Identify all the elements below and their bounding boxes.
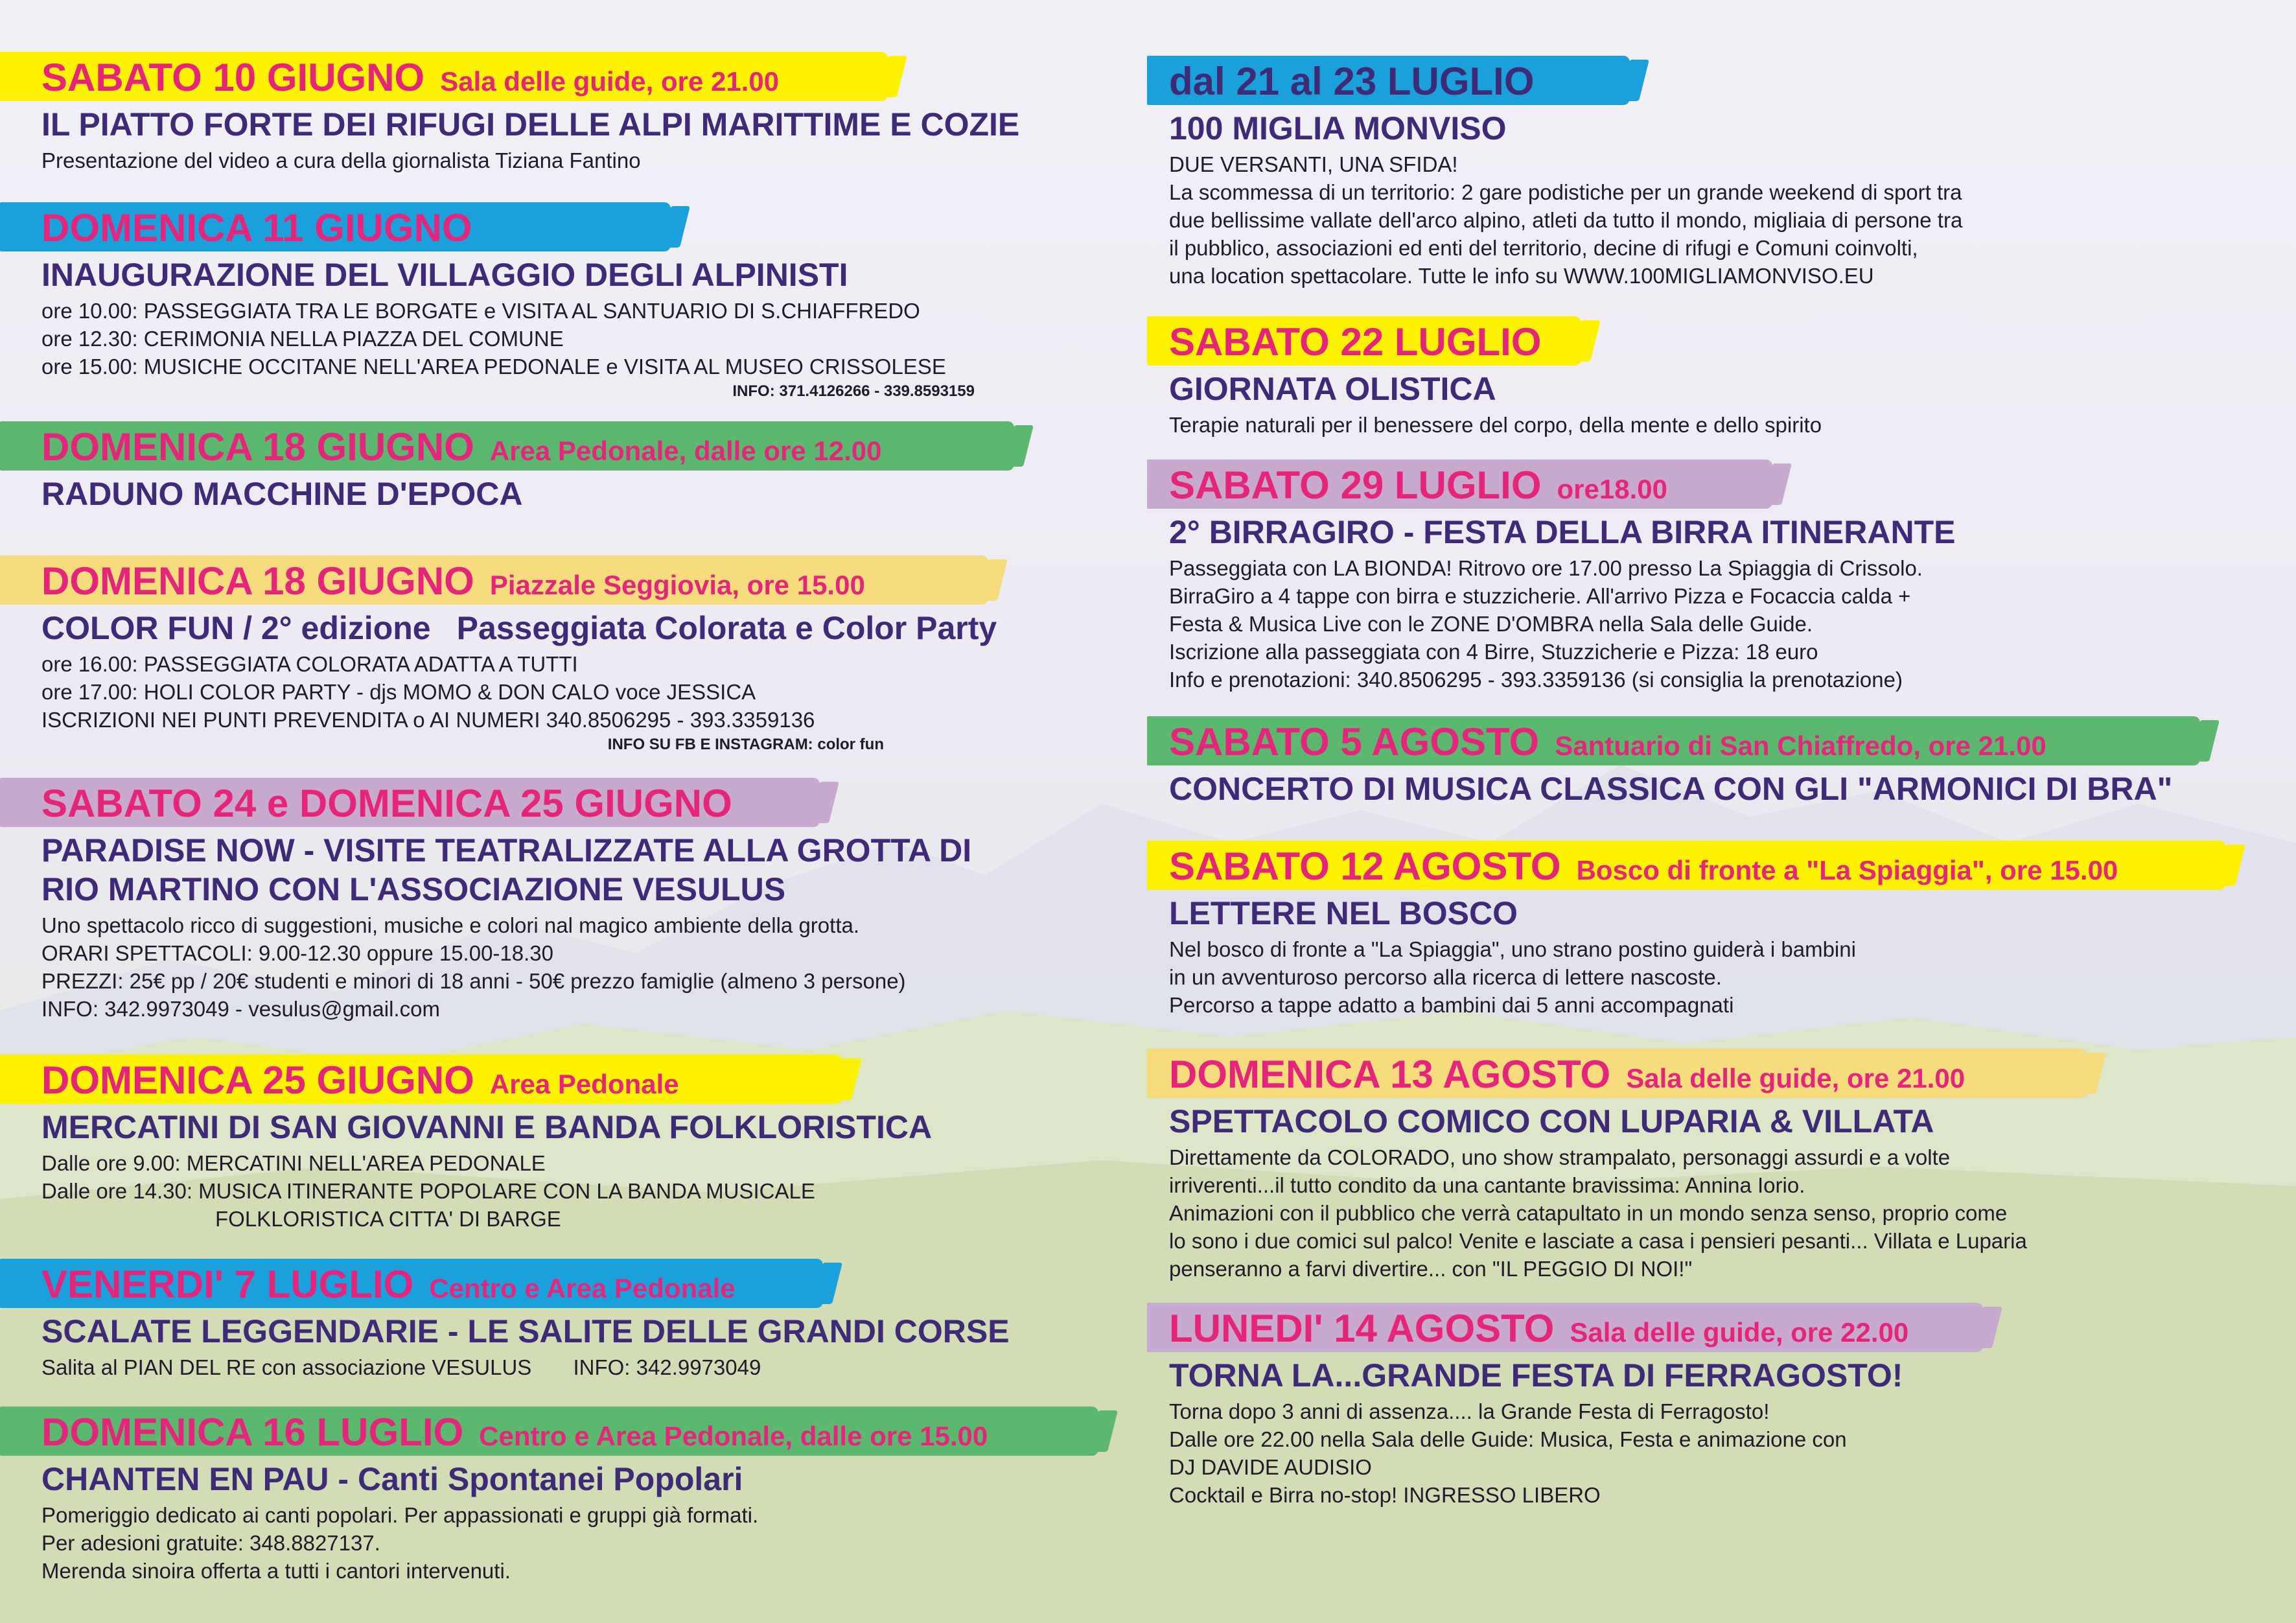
event-line: Nel bosco di fronte a "La Spiaggia", uno strano postino guiderà i bambini — [1169, 937, 1856, 961]
event-title: RADUNO MACCHINE D'EPOCA — [41, 476, 523, 512]
event-title: IL PIATTO FORTE DEI RIFUGI DELLE ALPI MARITTIME E COZIE — [41, 106, 1020, 143]
event-title: CHANTEN EN PAU - Canti Spontanei Popolari — [41, 1461, 743, 1497]
event-date: LUNEDI' 14 AGOSTO — [1169, 1307, 1555, 1350]
event-line: Percorso a tappe adatto a bambini dai 5 anni accompagnati — [1169, 993, 1734, 1017]
event-13-agosto — [1147, 1049, 2296, 1283]
event-title: 100 MIGLIA MONVISO — [1169, 110, 1507, 146]
event-21-23-luglio — [1147, 56, 2296, 290]
event-title-line2: RIO MARTINO CON L'ASSOCIAZIONE VESULUS — [41, 871, 786, 907]
event-location: Centro e Area Pedonale — [429, 1273, 736, 1303]
event-location: Bosco di fronte a "La Spiaggia", ore 15.00 — [1576, 855, 2118, 885]
event-line: Terapie naturali per il benessere del corpo, della mente e dello spirito — [1169, 413, 1822, 437]
event-line: Uno spettacolo ricco di suggestioni, musiche e colori nal magico ambiente della grotta. — [41, 913, 860, 937]
event-25-giugno — [0, 1055, 1141, 1233]
event-date: DOMENICA 25 GIUGNO — [41, 1058, 474, 1102]
event-title: TORNA LA...GRANDE FESTA DI FERRAGOSTO! — [1169, 1357, 1903, 1394]
event-title: GIORNATA OLISTICA — [1169, 371, 1496, 407]
event-line: Cocktail e Birra no-stop! INGRESSO LIBERO — [1169, 1483, 1601, 1507]
event-line: Dalle ore 22.00 nella Sala delle Guide: Musica, Festa e animazione con — [1169, 1427, 1847, 1451]
event-line: ORARI SPETTACOLI: 9.00-12.30 oppure 15.00-18.30 — [41, 941, 553, 965]
event-date: SABATO 10 GIUGNO — [41, 56, 425, 99]
event-date: SABATO 22 LUGLIO — [1169, 320, 1542, 364]
event-line: Dalle ore 9.00: MERCATINI NELL'AREA PEDONALE — [41, 1151, 546, 1175]
event-location: Centro e Area Pedonale, dalle ore 15.00 — [479, 1421, 988, 1451]
event-line: Animazioni con il pubblico che verrà catapultato in un mondo senza senso, proprio come — [1169, 1201, 2008, 1225]
event-line: il pubblico, associazioni ed enti del territorio, decine di rifugi e Comuni coinvolti, — [1169, 236, 1918, 260]
event-line: Passeggiata con LA BIONDA! Ritrovo ore 17.00 presso La Spiaggia di Crissolo. — [1169, 556, 1923, 580]
event-line: ore 17.00: HOLI COLOR PARTY - djs MOMO & DON CALO voce JESSICA — [41, 680, 756, 704]
event-line: una location spettacolare. Tutte le info su WWW.100MIGLIAMONVISO.EU — [1169, 264, 1874, 288]
event-location: Sala delle guide, ore 21.00 — [1626, 1063, 1966, 1093]
event-line: ore 10.00: PASSEGGIATA TRA LE BORGATE e VISITA AL SANTUARIO DI S.CHIAFFREDO — [41, 299, 920, 323]
event-date: DOMENICA 13 AGOSTO — [1169, 1053, 1611, 1096]
event-line: ore 15.00: MUSICHE OCCITANE NELL'AREA PEDONALE e VISITA AL MUSEO CRISSOLESE — [41, 355, 946, 379]
event-title: CONCERTO DI MUSICA CLASSICA CON GLI "ARMONICI DI BRA" — [1169, 771, 2173, 807]
event-date: SABATO 12 AGOSTO — [1169, 845, 1561, 888]
event-24-25-giugno — [0, 778, 1141, 1023]
event-line: penseranno a farvi divertire... con "IL PEGGIO DI NOI!" — [1169, 1257, 1693, 1281]
event-line: DJ DAVIDE AUDISIO — [1169, 1455, 1372, 1479]
event-location: Area Pedonale, dalle ore 12.00 — [489, 436, 882, 466]
event-date: dal 21 al 23 LUGLIO — [1169, 60, 1535, 103]
event-12-agosto — [1147, 841, 2296, 1019]
event-18-giugno-color-fun — [0, 555, 1141, 756]
event-29-luglio — [1147, 460, 2296, 694]
event-location: Santuario di San Chiaffredo, ore 21.00 — [1555, 730, 2047, 761]
event-line: Merenda sinoira offerta a tutti i cantori intervenuti. — [41, 1559, 511, 1583]
event-title: SPETTACOLO COMICO CON LUPARIA & VILLATA — [1169, 1103, 1934, 1139]
event-line: Dalle ore 14.30: MUSICA ITINERANTE POPOLARE CON LA BANDA MUSICALE — [41, 1179, 815, 1203]
event-date: VENERDI' 7 LUGLIO — [41, 1263, 414, 1306]
event-location: Piazzale Seggiovia, ore 15.00 — [489, 570, 865, 600]
event-line: ISCRIZIONI NEI PUNTI PREVENDITA o AI NUMERI 340.8506295 - 393.3359136 — [41, 708, 815, 732]
event-title: SCALATE LEGGENDARIE - LE SALITE DELLE GRANDI CORSE — [41, 1313, 1010, 1349]
event-line: BirraGiro a 4 tappe con birra e stuzzicherie. All'arrivo Pizza e Focaccia calda + — [1169, 584, 1911, 608]
event-line: Presentazione del video a cura della giornalista Tiziana Fantino — [41, 148, 641, 172]
event-date: SABATO 24 e DOMENICA 25 GIUGNO — [41, 782, 732, 825]
event-date: DOMENICA 18 GIUGNO — [41, 425, 474, 469]
event-line: PREZZI: 25€ pp / 20€ studenti e minori di 18 anni - 50€ prezzo famiglie (almeno 3 persone) — [41, 969, 906, 993]
event-title: LETTERE NEL BOSCO — [1169, 895, 1518, 931]
event-line: Per adesioni gratuite: 348.8827137. — [41, 1531, 380, 1555]
event-line: ore 16.00: PASSEGGIATA COLORATA ADATTA A TUTTI — [41, 652, 578, 676]
event-7-luglio — [0, 1259, 1141, 1381]
event-line: Festa & Musica Live con le ZONE D'OMBRA nella Sala delle Guide. — [1169, 612, 1813, 636]
event-line: Torna dopo 3 anni di assenza.... la Grande Festa di Ferragosto! — [1169, 1399, 1770, 1423]
event-info: INFO: 371.4126266 - 339.8593159 — [732, 382, 975, 400]
event-line: irriverenti...il tutto condito da una cantante bravissima: Annina Iorio. — [1169, 1173, 1805, 1197]
event-22-luglio — [1147, 316, 2296, 439]
event-location: Area Pedonale — [489, 1069, 679, 1099]
event-line: Direttamente da COLORADO, uno show strampalato, personaggi assurdi e a volte — [1169, 1145, 1951, 1169]
event-16-luglio — [0, 1407, 1141, 1585]
event-line: Salita al PIAN DEL RE con associazione VESULUS INFO: 342.9973049 — [41, 1355, 761, 1379]
event-subtitle: Passeggiata Colorata e Color Party — [456, 610, 997, 646]
event-14-agosto — [1147, 1303, 2296, 1509]
event-line: lo sono i due comici sul palco! Venite e lasciate a casa i pensieri pesanti... Villata e Luparia — [1169, 1229, 2027, 1253]
event-line: Iscrizione alla passeggiata con 4 Birre, Stuzzicherie e Pizza: 18 euro — [1169, 640, 1818, 664]
event-date: DOMENICA 16 LUGLIO — [41, 1410, 464, 1454]
event-location: Sala delle guide, ore 21.00 — [440, 66, 780, 97]
event-date: SABATO 5 AGOSTO — [1169, 720, 1540, 764]
event-line: DUE VERSANTI, UNA SFIDA! — [1169, 152, 1458, 176]
event-line: La scommessa di un territorio: 2 gare podistiche per un grande weekend di sport tra — [1169, 180, 1962, 204]
event-title: 2° BIRRAGIRO - FESTA DELLA BIRRA ITINERANTE — [1169, 514, 1956, 550]
event-date: DOMENICA 11 GIUGNO — [41, 206, 472, 250]
event-location: Sala delle guide, ore 22.00 — [1570, 1317, 1909, 1348]
event-line: FOLKLORISTICA CITTA' DI BARGE — [215, 1207, 561, 1231]
event-title: PARADISE NOW - VISITE TEATRALIZZATE ALLA GROTTA DI — [41, 832, 972, 869]
event-title: MERCATINI DI SAN GIOVANNI E BANDA FOLKLORISTICA — [41, 1109, 933, 1145]
event-11-giugno — [0, 202, 1141, 403]
event-line: due bellissime vallate dell'arco alpino, atleti da tutto il mondo, migliaia di persone tra — [1169, 208, 1963, 232]
event-10-giugno — [0, 52, 1141, 174]
event-line: INFO: 342.9973049 - vesulus@gmail.com — [41, 997, 440, 1021]
event-title: COLOR FUN / 2° edizione — [41, 610, 431, 646]
event-line: ore 12.30: CERIMONIA NELLA PIAZZA DEL COMUNE — [41, 327, 564, 351]
event-5-agosto — [1147, 716, 2296, 808]
event-line: Info e prenotazioni: 340.8506295 - 393.3359136 (si consiglia la prenotazione) — [1169, 668, 1903, 692]
event-line: Pomeriggio dedicato ai canti popolari. Per appassionati e gruppi già formati. — [41, 1503, 759, 1527]
event-18-giugno-auto — [0, 421, 1141, 513]
event-location: ore18.00 — [1557, 474, 1667, 504]
event-date: SABATO 29 LUGLIO — [1169, 463, 1542, 507]
event-title: INAUGURAZIONE DEL VILLAGGIO DEGLI ALPINISTI — [41, 257, 848, 293]
event-line: in un avventuroso percorso alla ricerca di lettere nascoste. — [1169, 965, 1722, 989]
event-date: DOMENICA 18 GIUGNO — [41, 559, 474, 603]
event-info: INFO SU FB E INSTAGRAM: color fun — [607, 736, 884, 753]
